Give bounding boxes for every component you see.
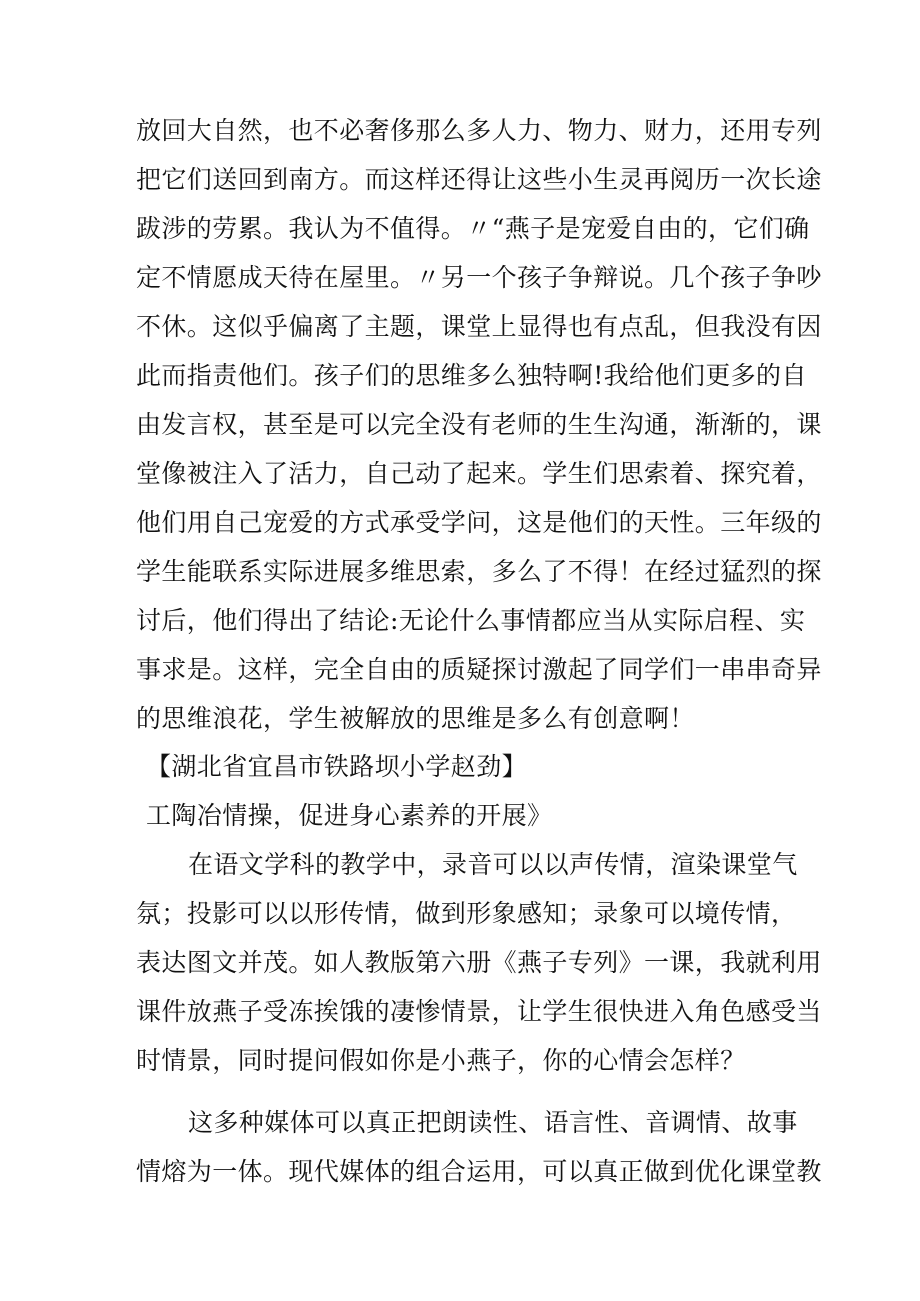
paragraph-3-line: 这多种媒体可以真正把朗读性、语言性、音调情、故事 <box>188 1108 798 1137</box>
paragraph-1-line: 把它们送回到南方。而这样还得让这些小生灵再阅历一次长途 <box>136 165 822 194</box>
paragraph-1-line: 堂像被注入了活力，自己动了起来。学生们思索着、探究着， <box>136 459 822 488</box>
paragraph-1-line: 的思维浪花，学生被解放的思维是多么有创意啊！ <box>136 704 695 733</box>
paragraph-1-line: 不休。这似乎偏离了主题，课堂上显得也有点乱，但我没有因 <box>136 312 822 341</box>
paragraph-1-line: 事求是。这样，完全自由的质疑探讨激起了同学们一串串奇异 <box>136 655 822 684</box>
paragraph-1-line: 定不情愿成天待在屋里。〃另一个孩子争辩说。几个孩子争吵 <box>136 263 822 292</box>
paragraph-2-line: 课件放燕子受冻挨饿的凄惨情景，让学生很快进入角色感受当 <box>136 997 822 1026</box>
paragraph-1-line: 由发言权，甚至是可以完全没有老师的生生沟通，渐渐的，课 <box>136 410 822 439</box>
paragraph-1-line: 跋涉的劳累。我认为不值得。〃“燕子是宠爱自由的，它们确 <box>136 214 810 243</box>
paragraph-1-line: 此而指责他们。孩子们的思维多么独特啊!我给他们更多的自 <box>136 361 807 390</box>
paragraph-2-line: 在语文学科的教学中，录音可以以声传情，渲染课堂气 <box>188 850 798 879</box>
paragraph-1-line: 学生能联系实际进展多维思索，多么了不得！在经过猛烈的探 <box>136 557 822 586</box>
paragraph-2-line: 氛；投影可以以形传情，做到形象感知；录象可以境传情， <box>136 899 797 928</box>
paragraph-3-line: 情熔为一体。现代媒体的组合运用，可以真正做到优化课堂教 <box>136 1157 822 1186</box>
paragraph-1-line: 放回大自然，也不必奢侈那么多人力、物力、财力，还用专列 <box>136 116 822 145</box>
paragraph-2-line: 时情景，同时提问假如你是小燕子，你的心情会怎样？ <box>136 1046 746 1075</box>
author-line: 【湖北省宜昌市铁路坝小学赵劲】 <box>146 752 528 781</box>
section-heading: 工陶冶情操，促进身心素养的开展》 <box>146 801 553 830</box>
paragraph-1-line: 他们用自己宠爱的方式承受学问，这是他们的天性。三年级的 <box>136 508 822 537</box>
paragraph-2-line: 表达图文并茂。如人教版第六册《燕子专列》一课，我就利用 <box>136 948 822 977</box>
paragraph-1-line: 讨后，他们得出了结论:无论什么事情都应当从实际启程、实 <box>136 606 806 635</box>
